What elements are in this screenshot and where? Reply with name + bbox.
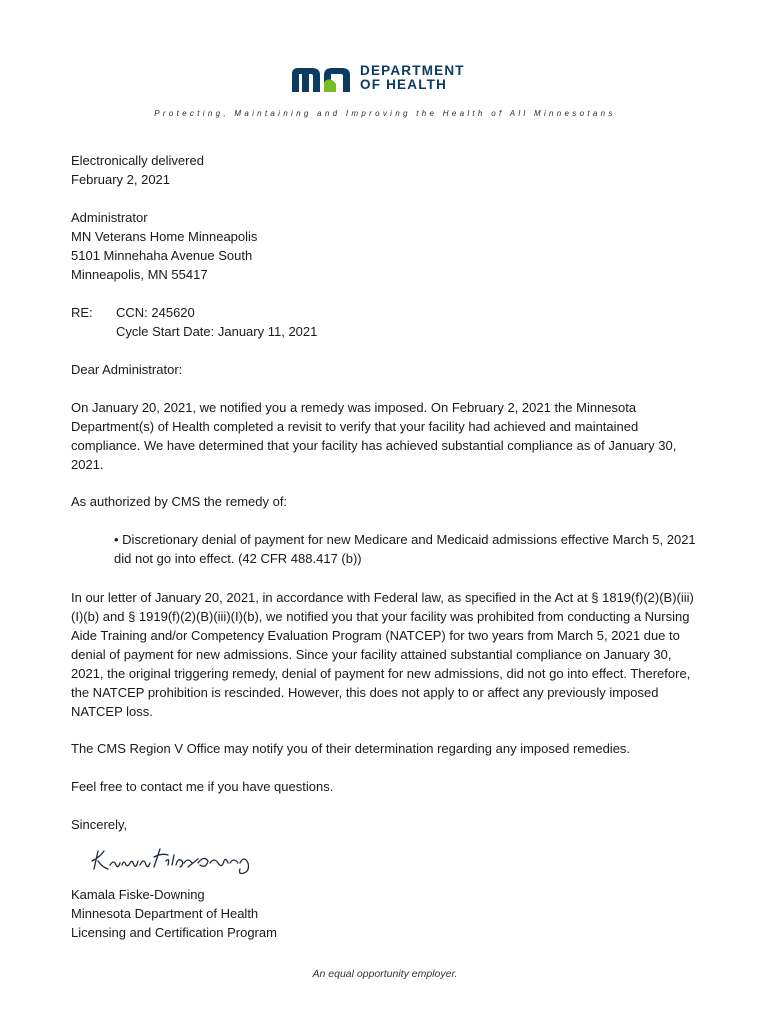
tagline: Protecting, Maintaining and Improving the Health of All Minnesotans: [154, 109, 616, 118]
logo-line2: OF HEALTH: [360, 77, 448, 92]
remedy-bullet: • Discretionary denial of payment for new Medicare and Medicaid admissions effective March 5, 2021 did not go into effect. (42 CFR 488.417 (b)): [114, 532, 696, 566]
delivery-block: [71, 151, 703, 189]
re-cycle-start: Cycle Start Date: January 11, 2021: [116, 324, 318, 339]
re-ccn: CCN: 245620: [116, 305, 195, 320]
recipient-city: Minneapolis, MN 55417: [71, 267, 208, 282]
paragraph-5: Feel free to contact me if you have questions.: [71, 779, 334, 794]
logo-line1: DEPARTMENT: [360, 63, 465, 78]
signer-block: [71, 885, 703, 942]
signer-org: Minnesota Department of Health: [71, 906, 259, 921]
paragraph-2: As authorized by CMS the remedy of:: [71, 494, 288, 509]
re-values: [116, 303, 317, 341]
recipient-address: [71, 208, 703, 284]
signer-name: Kamala Fiske-Downing: [71, 887, 205, 902]
recipient-title: Administrator: [71, 210, 148, 225]
recipient-street: 5101 Minnehaha Avenue South: [71, 248, 253, 263]
logo-wordmark: [360, 64, 465, 92]
footer-eoe: An equal opportunity employer.: [312, 968, 458, 980]
mn-logo-mark-icon: [290, 62, 354, 94]
signer-program: Licensing and Certification Program: [71, 925, 277, 940]
letter-date: February 2, 2021: [71, 172, 171, 187]
delivery-method: Electronically delivered: [71, 153, 204, 168]
handwritten-signature: [88, 843, 268, 884]
re-label: RE:: [71, 305, 93, 320]
closing: Sincerely,: [71, 817, 128, 832]
salutation: Dear Administrator:: [71, 362, 183, 377]
paragraph-1: On January 20, 2021, we notified you a remedy was imposed. On February 2, 2021 the Minnesota Department(s) of Health completed a revisit to verify that your facility had achieved and maintained compliance. We have determined that your facility has achieved substantial compliance as of January 30, 2021.: [71, 400, 677, 472]
recipient-facility: MN Veterans Home Minneapolis: [71, 229, 258, 244]
paragraph-3: In our letter of January 20, 2021, in accordance with Federal law, as specified in the Act at § 1819(f)(2)(B)(iii)(I)(b) and § 1919(f)(2)(B)(iii)(I)(b), we notified you that your facility was prohibited from conducting a Nursing Aide Training and/or Competency Evaluation Program (NATCEP) for two years from March 5, 2021 due to denial of payment for new admissions. Since your facility attained substantial compliance on January 30, 2021, the original triggering remedy, denial of payment for new admissions, did not go into effect. Therefore, the NATCEP prohibition is rescinded. However, this does not apply to or affect any previously imposed NATCEP loss.: [71, 590, 694, 719]
paragraph-4: The CMS Region V Office may notify you of their determination regarding any imposed remedies.: [71, 741, 631, 756]
mdh-logo: [290, 62, 465, 94]
